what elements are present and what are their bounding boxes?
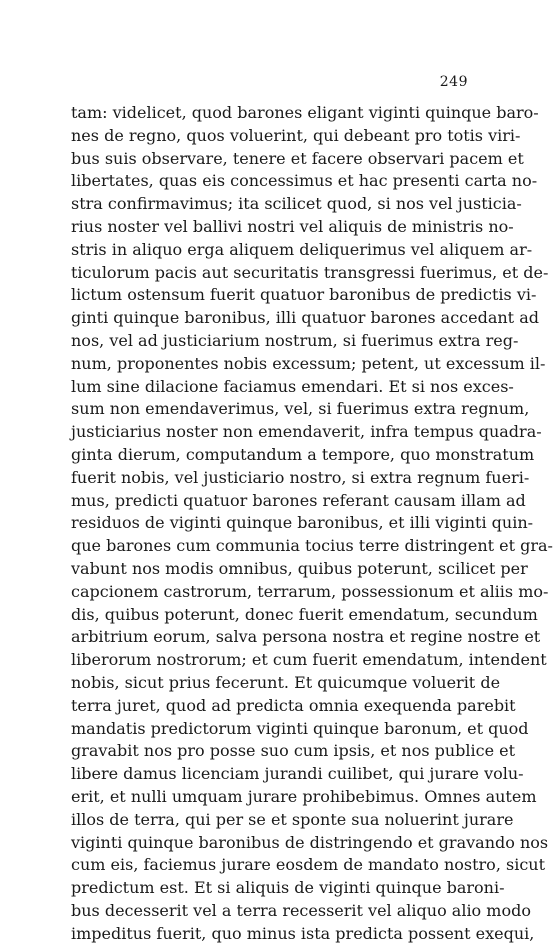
text-line: mandatis predictorum viginti quinque baronum, et quod — [71, 718, 529, 738]
text-line: vabunt nos modis omnibus, quibus poterunt, scilicet per — [71, 558, 528, 578]
text-line: bus suis observare, tenere et facere observari pacem et — [71, 148, 524, 168]
text-line: impeditus fuerit, quo minus ista predicta possent exequi, — [71, 923, 535, 943]
text-line: nes de regno, quos voluerint, qui debeant pro totis viri- — [71, 125, 521, 145]
text-line: nobis, sicut prius fecerunt. Et quicumque voluerit de — [71, 672, 501, 692]
text-line: ginti quinque baronibus, illi quatuor barones accedant ad — [71, 308, 539, 328]
text-line: gravabit nos pro posse suo cum ipsis, et nos publice et — [71, 741, 516, 761]
text-line: stra confirmavimus; ita scilicet quod, si nos vel justicia- — [71, 194, 522, 214]
text-line: viginti quinque baronibus de distringendo et gravando nos — [71, 832, 549, 852]
text-line: lictum ostensum fuerit quatuor baronibus de predictis vi- — [71, 285, 537, 305]
text-line: sum non emendaverimus, vel, si fuerimus extra regnum, — [71, 399, 530, 419]
text-line: residuos de viginti quinque baronibus, et illi viginti quin- — [71, 513, 534, 533]
body-text — [71, 102, 553, 945]
text-line: ginta dierum, computandum a tempore, quo monstratum — [71, 444, 535, 464]
text-line: dis, quibus poterunt, donec fuerit emendatum, secundum — [71, 604, 538, 624]
text-line: stris in aliquo erga aliquem deliquerimus vel aliquem ar- — [71, 239, 533, 259]
text-line: que barones cum communia tocius terre distringent et gra- — [71, 536, 553, 556]
text-line: rius noster vel ballivi nostri vel aliquis de ministris no- — [71, 216, 514, 236]
text-line: capcionem castrorum, terrarum, possessionum et aliis mo- — [71, 581, 549, 601]
text-line: liberorum nostrorum; et cum fuerit emendatum, intendent — [71, 650, 547, 670]
text-line: nos, vel ad justiciarium nostrum, si fuerimus extra reg- — [71, 330, 519, 350]
text-line: illos de terra, qui per se et sponte sua noluerint jurare — [71, 809, 514, 829]
text-line: num, proponentes nobis excessum; petent, ut excessum il- — [71, 353, 546, 373]
text-line: arbitrium eorum, salva persona nostra et regine nostre et — [71, 627, 541, 647]
text-line: justiciarius noster non emendaverit, infra tempus quadra- — [71, 422, 542, 442]
text-line: mus, predicti quatuor barones referant causam illam ad — [71, 490, 526, 510]
text-line: tam: videlicet, quod barones eligant viginti quinque baro- — [71, 103, 539, 122]
text-line: libere damus licenciam jurandi cuilibet, qui jurare volu- — [71, 764, 524, 784]
text-line: fuerit nobis, vel justiciario nostro, si extra regnum fueri- — [71, 467, 530, 487]
text-line: bus decesserit vel a terra recesserit vel aliquo alio modo — [71, 900, 531, 920]
text-line: libertates, quas eis concessimus et hac presenti carta no- — [71, 171, 538, 191]
text-line: lum sine dilacione faciamus emendari. Et si nos exces- — [71, 376, 514, 396]
text-line: cum eis, faciemus jurare eosdem de mandato nostro, sicut — [71, 855, 546, 875]
page-number: 249 — [439, 74, 468, 90]
text-line: erit, et nulli umquam jurare prohibebimus. Omnes autem — [71, 786, 537, 806]
text-line: ticulorum pacis aut securitatis transgressi fuerimus, et de- — [71, 262, 549, 282]
text-line: terra juret, quod ad predicta omnia exequenda parebit — [71, 695, 516, 715]
text-line: predictum est. Et si aliquis de viginti quinque baroni- — [71, 878, 505, 898]
